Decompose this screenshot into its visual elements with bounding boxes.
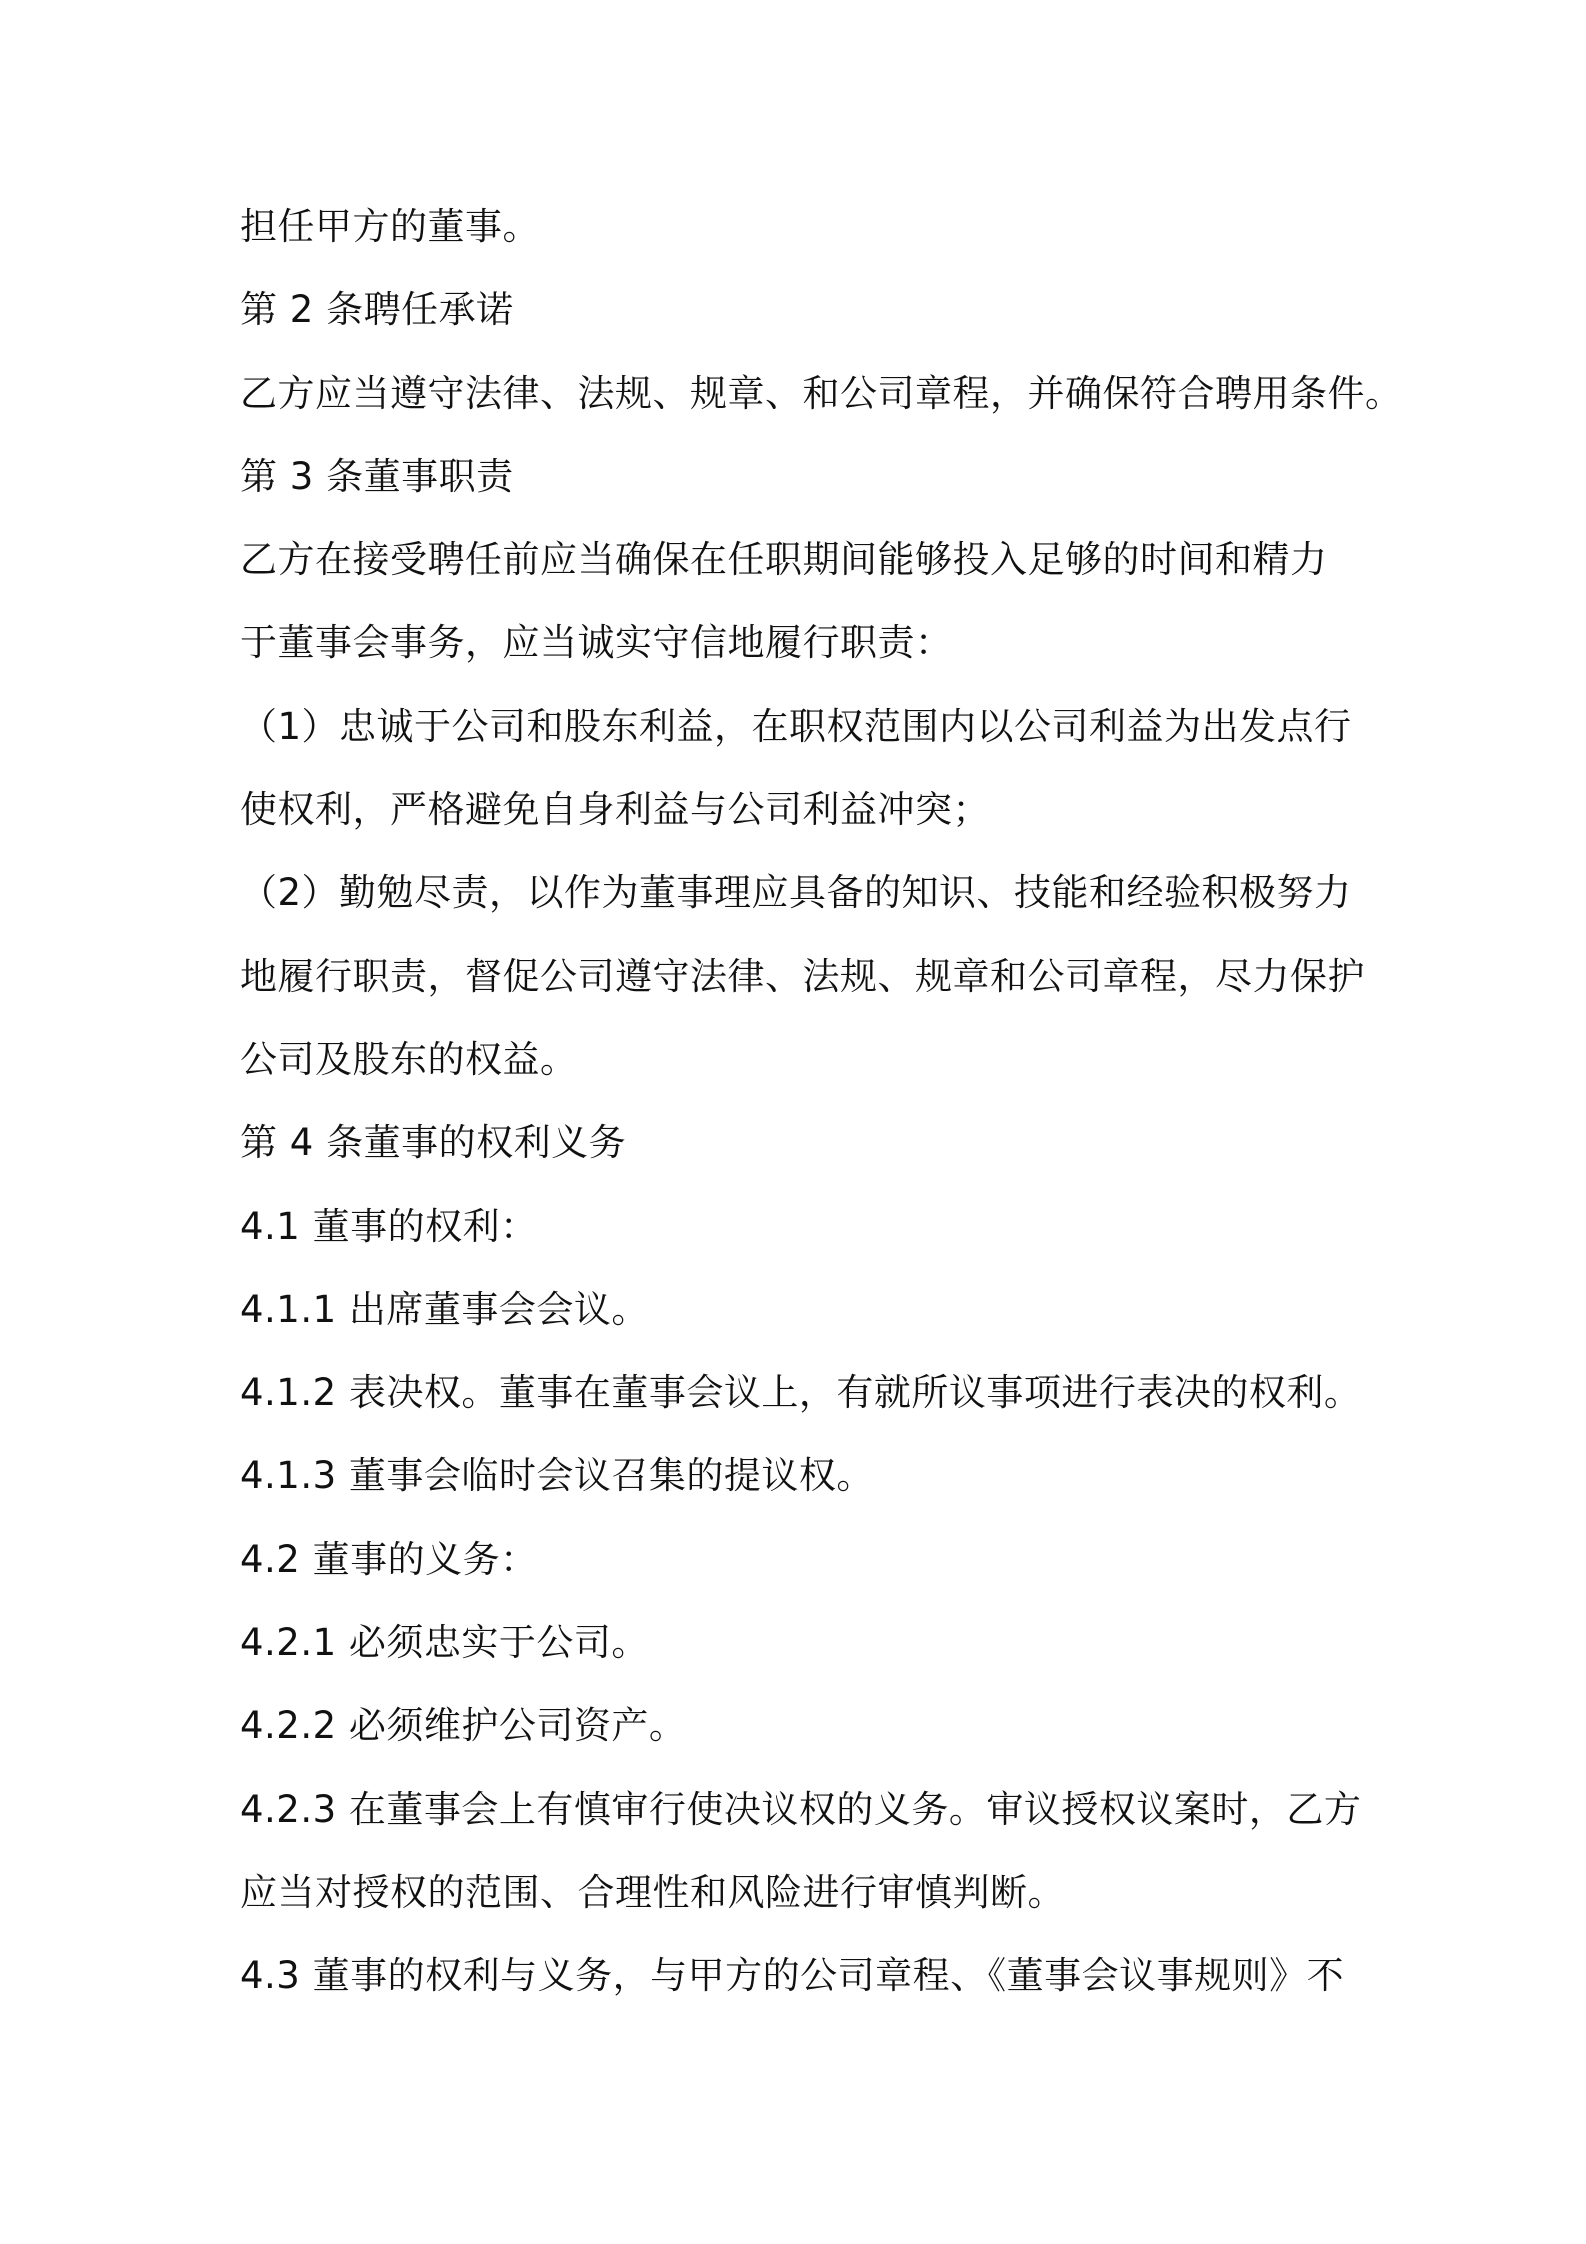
clause-4-2-2: 4.2.2 必须维护公司资产。 [240, 1704, 687, 1748]
continuation-line: 担任甲方的董事。 [240, 205, 540, 248]
article-3-text-line-2: 于董事会事务，应当诚实守信地履行职责： [240, 621, 953, 665]
article-3-heading: 第 3 条董事职责 [240, 454, 514, 498]
clause-4-2-3-line-1: 4.2.3 在董事会上有慎审行使决议权的义务。审议授权议案时，乙方 [240, 1787, 1362, 1831]
clause-4-2-3-line-2: 应当对授权的范围、合理性和风险进行审慎判断。 [240, 1870, 1065, 1914]
section-4-1-heading: 4.1 董事的权利： [240, 1204, 538, 1248]
duty-2-line-3: 公司及股东的权益。 [240, 1037, 578, 1081]
article-3-text-line-1: 乙方在接受聘任前应当确保在任职期间能够投入足够的时间和精力 [240, 538, 1328, 582]
clause-4-1-2: 4.1.2 表决权。董事在董事会议上，有就所议事项进行表决的权利。 [240, 1371, 1362, 1415]
clause-4-1-3: 4.1.3 董事会临时会议召集的提议权。 [240, 1454, 874, 1498]
section-4-3-line-1: 4.3 董事的权利与义务，与甲方的公司章程、《董事会议事规则》不 [240, 1954, 1345, 1998]
section-4-2-heading: 4.2 董事的义务： [240, 1537, 538, 1581]
duty-2-line-1: （2）勤勉尽责，以作为董事理应具备的知识、技能和经验积极努力 [240, 871, 1352, 915]
clause-4-2-1: 4.2.1 必须忠实于公司。 [240, 1621, 649, 1665]
duty-2-line-2: 地履行职责，督促公司遵守法律、法规、规章和公司章程，尽力保护 [240, 954, 1365, 998]
article-2-text: 乙方应当遵守法律、法规、规章、和公司章程，并确保符合聘用条件。 [240, 371, 1403, 415]
article-4-heading: 第 4 条董事的权利义务 [240, 1121, 627, 1165]
document-body [240, 197, 1403, 2030]
duty-1-line-2: 使权利，严格避免自身利益与公司利益冲突； [240, 788, 990, 832]
duty-1-line-1: （1）忠诚于公司和股东利益，在职权范围内以公司利益为出发点行 [240, 704, 1352, 748]
clause-4-1-1: 4.1.1 出席董事会会议。 [240, 1287, 649, 1331]
article-2-heading: 第 2 条聘任承诺 [240, 288, 514, 332]
